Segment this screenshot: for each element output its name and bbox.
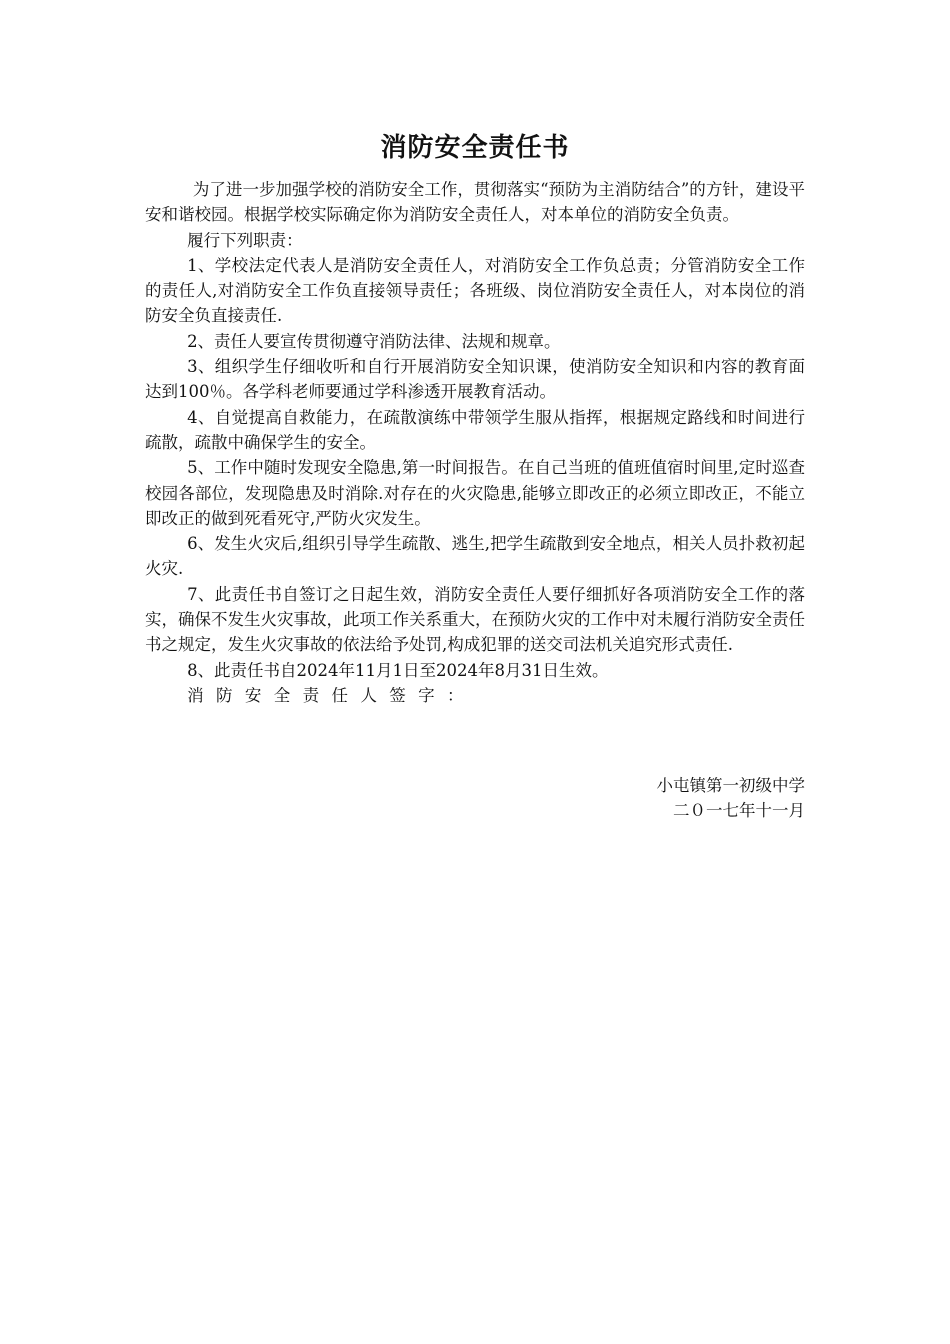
intro-paragraph: 为了进一步加强学校的消防安全工作，贯彻落实“预防为主消防结合”的方针，建设平安和谐校园。根据学校实际确定你为消防安全责任人，对本单位的消防安全负责。	[145, 180, 805, 225]
signature-label: 消防安全责任人签字：	[187, 685, 476, 705]
duties-heading: 履行下列职责：	[187, 230, 303, 250]
document-title: 消防安全责任书	[380, 133, 570, 163]
duty-item-1: 1、学校法定代表人是消防安全责任人，对消防安全工作负总责；分管消防安全工作的责任人,对消防安全工作负直接领导责任；各班级、岗位消防安全责任人，对本岗位的消防安全负直接责任.	[145, 255, 805, 326]
duty-item-5: 5、工作中随时发现安全隐患,第一时间报告。在自己当班的值班值宿时间里,定时巡查校园各部位，发现隐患及时消除.对存在的火灾隐患,能够立即改正的必须立即改正，不能立即改正的做到死看死守,严防火灾发生。	[145, 458, 805, 528]
duty-item-4: 4、自觉提高自救能力，在疏散演练中带领学生服从指挥，根据规定路线和时间进行疏散，疏散中确保学生的安全。	[145, 407, 805, 452]
duty-item-6: 6、发生火灾后,组织引导学生疏散、逃生,把学生疏散到安全地点，相关人员扑救初起火灾.	[145, 534, 805, 579]
document-footer	[657, 773, 806, 824]
issue-date: 二０一七年十一月	[673, 801, 805, 821]
duty-item-7: 7、此责任书自签订之日起生效，消防安全责任人要仔细抓好各项消防安全工作的落实，确保不发生火灾事故，此项工作关系重大，在预防火灾的工作中对未履行消防安全责任书之规定，发生火灾事故的依法给予处罚,构成犯罪的送交司法机关追究形式责任.	[145, 584, 805, 655]
issuer-name: 小屯镇第一初级中学	[656, 776, 805, 795]
duty-item-2: 2、责任人要宣传贯彻遵守消防法律、法规和规章。	[187, 331, 561, 351]
duty-item-8: 8、此责任书自2024年11月1日至2024年8月31日生效。	[187, 660, 609, 680]
duty-item-3: 3、组织学生仔细收听和自行开展消防安全知识课，使消防安全知识和内容的教育面达到100％。各学科老师要通过学科渗透开展教育活动。	[145, 357, 805, 402]
document-body	[145, 177, 805, 708]
